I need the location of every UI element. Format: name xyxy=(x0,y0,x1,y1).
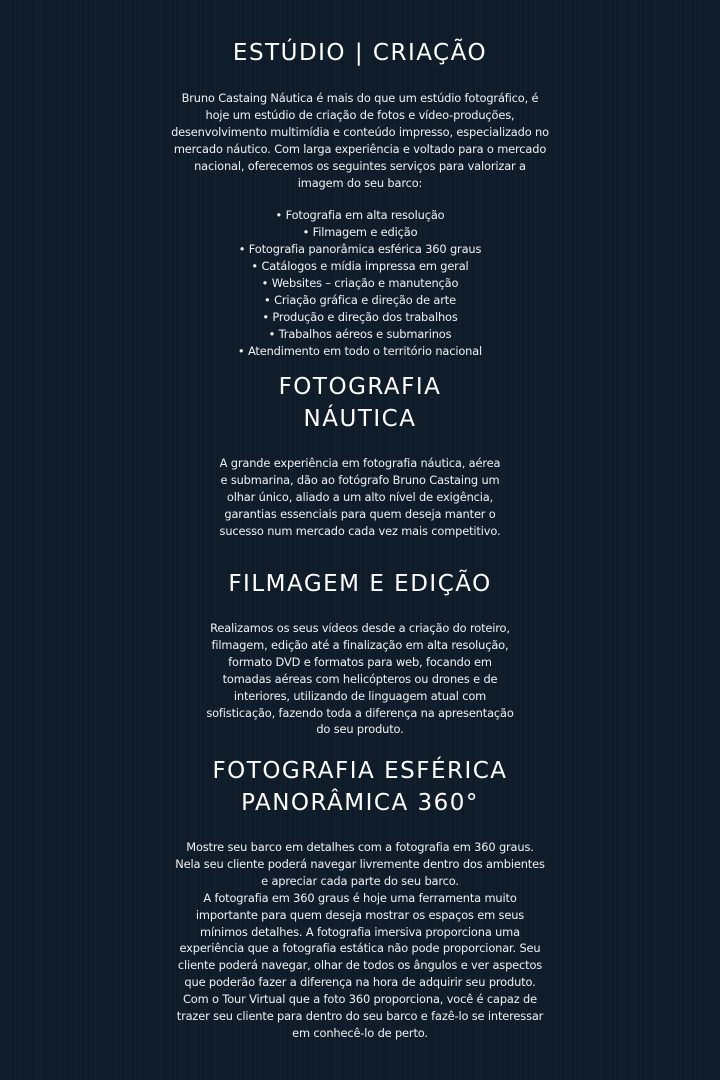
service-item: • Atendimento em todo o território nacional xyxy=(237,343,483,358)
heading-estudio-criacao: ESTÚDIO | CRIAÇÃO xyxy=(232,40,488,66)
service-item: • Produção e direção dos trabalhos xyxy=(262,309,458,324)
service-item: • Criação gráfica e direção de arte xyxy=(264,292,456,307)
section-fotografia-nautica xyxy=(0,371,720,540)
section-filmagem-edicao xyxy=(0,568,720,738)
service-item: • Trabalhos aéreos e submarinos xyxy=(268,326,452,341)
filmagem-text: Realizamos os seus vídeos desde a criação do roteiro, filmagem, edição até a finalização em alta resolução, formato DVD e formatos para web, focando em tomadas aéreas com helicópteros ou drones e de interiores, utilizando de linguagem atual com sofisticação, fazendo toda a diferença na apresentação do seu produto. xyxy=(206,621,514,737)
panoramica-paragraph-1: Mostre seu barco em detalhes com a fotografia em 360 graus. Nela seu cliente poderá navegar livremente dentro dos ambientes e apreciar cada parte do seu barco. xyxy=(175,840,545,888)
panoramica-paragraph-2: A fotografia em 360 graus é hoje uma ferramenta muito importante para quem deseja mostrar os espaços em seus mínimos detalhes. A fotografia imersiva proporciona uma experiência que a fotografia estática não pode proporcionar. Seu cliente poderá navegar, olhar de todos os ângulos e ver aspectos que poderão fazer a diferença na hora de adquirir seu produto. Com o Tour Virtual que a foto 360 proporciona, você é capaz de trazer seu cliente para dentro do seu barco e fazê-lo se interessar em conhecê-lo de perto. xyxy=(176,890,544,1040)
services-list xyxy=(170,207,550,359)
section-estudio-criacao xyxy=(0,37,720,360)
section-fotografia-panoramica xyxy=(0,755,720,1042)
estudio-intro-text: Bruno Castaing Náutica é mais do que um estúdio fotográfico, é hoje um estúdio de criação de fotos e vídeo-produções, desenvolvimento multimídia e conteúdo impresso, especializado no mercado náutico. Com larga experiência e voltado para o mercado nacional, oferecemos os seguintes serviços para valorizar a imagem do seu barco: xyxy=(171,91,549,190)
heading-fotografia-nautica-line1: FOTOGRAFIA xyxy=(278,374,442,400)
heading-filmagem-edicao: FILMAGEM E EDIÇÃO xyxy=(228,571,492,597)
fotografia-nautica-text: A grande experiência em fotografia náutica, aérea e submarina, dão ao fotógrafo Bruno Castaing um olhar único, aliado a um alto nível de exigência, garantias essenciais para quem deseja manter o sucesso num mercado cada vez mais competitivo. xyxy=(219,456,501,538)
heading-fotografia-nautica-line2: NÁUTICA xyxy=(303,406,417,432)
service-item: • Fotografia panorâmica esférica 360 graus xyxy=(238,242,482,257)
service-item: • Catálogos e mídia impressa em geral xyxy=(251,259,469,274)
service-item: • Filmagem e edição xyxy=(302,225,418,240)
service-item: • Websites – criação e manutenção xyxy=(261,276,459,291)
heading-panoramica-line1: FOTOGRAFIA ESFÉRICA xyxy=(212,758,508,784)
service-item: • Fotografia em alta resolução xyxy=(275,208,445,223)
heading-panoramica-line2: PANORÂMICA 360° xyxy=(241,790,479,816)
